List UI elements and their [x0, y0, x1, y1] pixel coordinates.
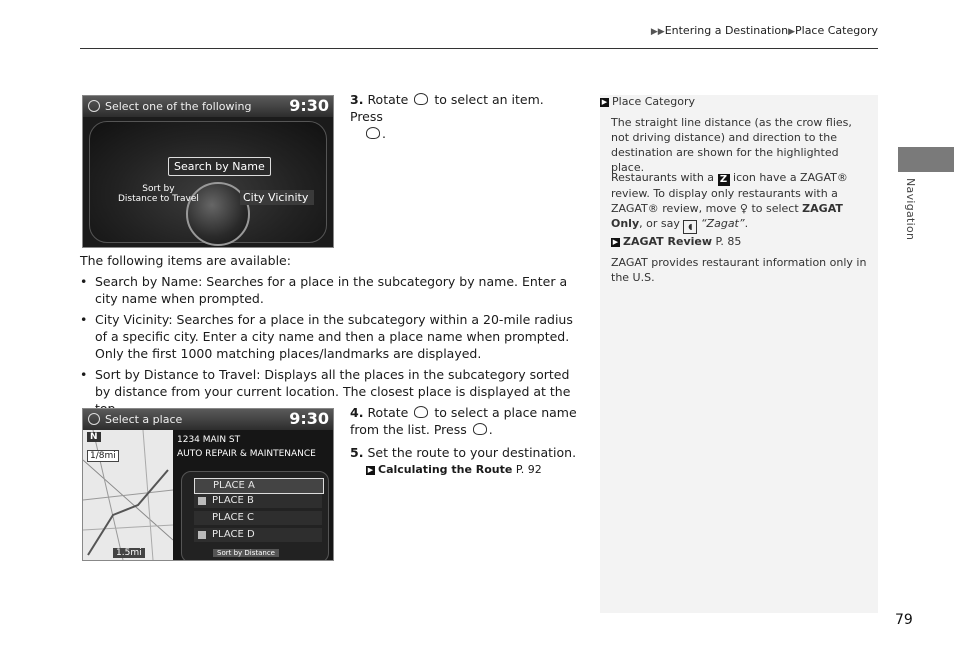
zagat-icon: Z [718, 174, 730, 186]
step-3 [350, 91, 580, 142]
note-paragraph [611, 170, 869, 249]
screen-title: Select one of the following [105, 100, 252, 113]
step-text: . [382, 126, 386, 141]
reference-label: Calculating the Route [378, 463, 513, 476]
globe-icon [88, 100, 100, 112]
option-sort-line2: Distance to Travel [118, 194, 199, 204]
step-number: 4. [350, 405, 364, 420]
clock: 9:30 [289, 96, 329, 115]
place-list [181, 471, 329, 561]
cross-reference[interactable] [611, 234, 869, 249]
note-text: Restaurants with a [611, 171, 715, 184]
reference-page: P. 92 [515, 463, 542, 476]
bullet-dot: • [80, 367, 88, 382]
step-text: Rotate [367, 92, 409, 107]
address-line: 1234 MAIN ST [177, 435, 241, 445]
nav-screen-select-place [82, 408, 334, 561]
bullet-item [80, 273, 575, 307]
section-tab-label: Navigation [904, 178, 917, 241]
globe-icon [88, 413, 100, 425]
intro-text: The following items are available: [80, 253, 291, 268]
note-text: , or say [639, 217, 680, 230]
bullet-dot: • [80, 274, 88, 289]
press-dial-icon [473, 423, 487, 435]
screen-title: Select a place [105, 413, 183, 426]
place-name: PLACE A [213, 480, 255, 491]
bullet-desc: : Searches for a place in the subcategory by name. Enter a city name when prompted. [95, 274, 568, 306]
place-list-panel [173, 430, 333, 560]
triangle-arrow-icon: ▶▶ [650, 27, 665, 37]
step-text: to select an item. Press [350, 92, 544, 124]
note-title [600, 95, 695, 108]
note-title-text: Place Category [612, 95, 695, 108]
reference-page: P. 85 [715, 235, 742, 248]
place-name: PLACE B [212, 495, 254, 506]
note-icon: ▶ [601, 98, 608, 106]
bullet-item [80, 311, 575, 362]
option-search-by-name[interactable]: Search by Name [168, 157, 271, 176]
nav-screen-select-option [82, 95, 334, 248]
clock: 9:30 [289, 409, 329, 428]
rotate-dial-icon [414, 406, 428, 418]
step-4 [350, 404, 580, 438]
page-number: 79 [895, 612, 913, 628]
bullet-desc: : Searches for a place in the subcategory within a 20-mile radius of a specific city. Enter a city name and then a place name when prompted. Only the first 1000 matching places/landmarks are displayed. [95, 312, 573, 361]
map-scale: 1/8mi [87, 450, 119, 462]
screen-header [83, 96, 333, 117]
step-text: . [488, 422, 493, 437]
map-zoom: 1.5mi [113, 548, 145, 558]
list-item[interactable] [194, 478, 324, 494]
list-item[interactable] [194, 494, 322, 508]
note-paragraph: The straight line distance (as the crow flies, not driving distance) and direction to the destination are shown for the highlighted place. [611, 116, 852, 174]
section-tab[interactable] [898, 147, 954, 172]
place-address [177, 433, 316, 461]
option-sort-by-distance[interactable] [118, 184, 199, 204]
move-dial-icon: ♀ [739, 202, 748, 215]
note-text: . [744, 217, 749, 230]
place-category-icon [198, 531, 206, 539]
note-text: icon have a ZAGAT® review. To display only restaurants with a ZAGAT® review, move [611, 171, 848, 215]
breadcrumb [651, 24, 878, 37]
reference-label: ZAGAT Review [623, 235, 713, 248]
screen-header [83, 409, 333, 430]
bullet-desc: : Displays all the places in the subcategory sorted by distance from your current location. The closest place is displayed at the [95, 367, 571, 399]
voice-command-icon: ◖ [683, 220, 697, 234]
sort-by-distance-button[interactable]: Sort by Distance [213, 549, 279, 557]
bullet-dot: • [80, 312, 88, 327]
step-text: Set the route to your destination. [367, 445, 577, 460]
place-category-icon [198, 497, 206, 505]
note-text: to select [751, 202, 799, 215]
place-name: PLACE D [212, 529, 255, 540]
breadcrumb-current: Place Category [795, 24, 878, 37]
rotate-dial-icon [414, 93, 428, 105]
reference-arrow-icon: ▶ [367, 466, 374, 474]
note-sidebar [600, 95, 878, 613]
step-number: 5. [350, 445, 364, 460]
header-rule [80, 48, 878, 49]
voice-command-text: “Zagat” [700, 217, 745, 230]
step-text: to select a place name from the list. Press [350, 405, 577, 437]
triangle-arrow-icon: ▶ [788, 27, 795, 37]
bullet-term: Search by Name [95, 274, 199, 289]
option-sort-line1: Sort by [142, 184, 175, 194]
map-view[interactable] [83, 430, 173, 560]
reference-arrow-icon: ▶ [612, 238, 619, 246]
press-dial-icon [366, 127, 380, 139]
step-5 [350, 444, 580, 478]
note-term: ZAGAT [802, 202, 843, 215]
step-number: 3. [350, 92, 364, 107]
note-paragraph: ZAGAT provides restaurant information only in the U.S. [611, 256, 867, 284]
address-line: AUTO REPAIR & MAINTENANCE [177, 449, 316, 459]
selector-dial [89, 121, 327, 243]
list-item[interactable] [194, 511, 322, 525]
place-name: PLACE C [212, 512, 254, 523]
option-city-vicinity[interactable]: City Vicinity [240, 190, 314, 205]
bullet-term: City Vicinity [95, 312, 169, 327]
cross-reference[interactable] [366, 461, 580, 478]
bullet-term: Sort by Distance to Travel [95, 367, 257, 382]
north-icon: N [87, 432, 101, 442]
step-text: Rotate [367, 405, 409, 420]
note-term: Only [611, 217, 640, 230]
list-item[interactable] [194, 528, 322, 542]
breadcrumb-parent[interactable]: Entering a Destination [664, 24, 789, 37]
